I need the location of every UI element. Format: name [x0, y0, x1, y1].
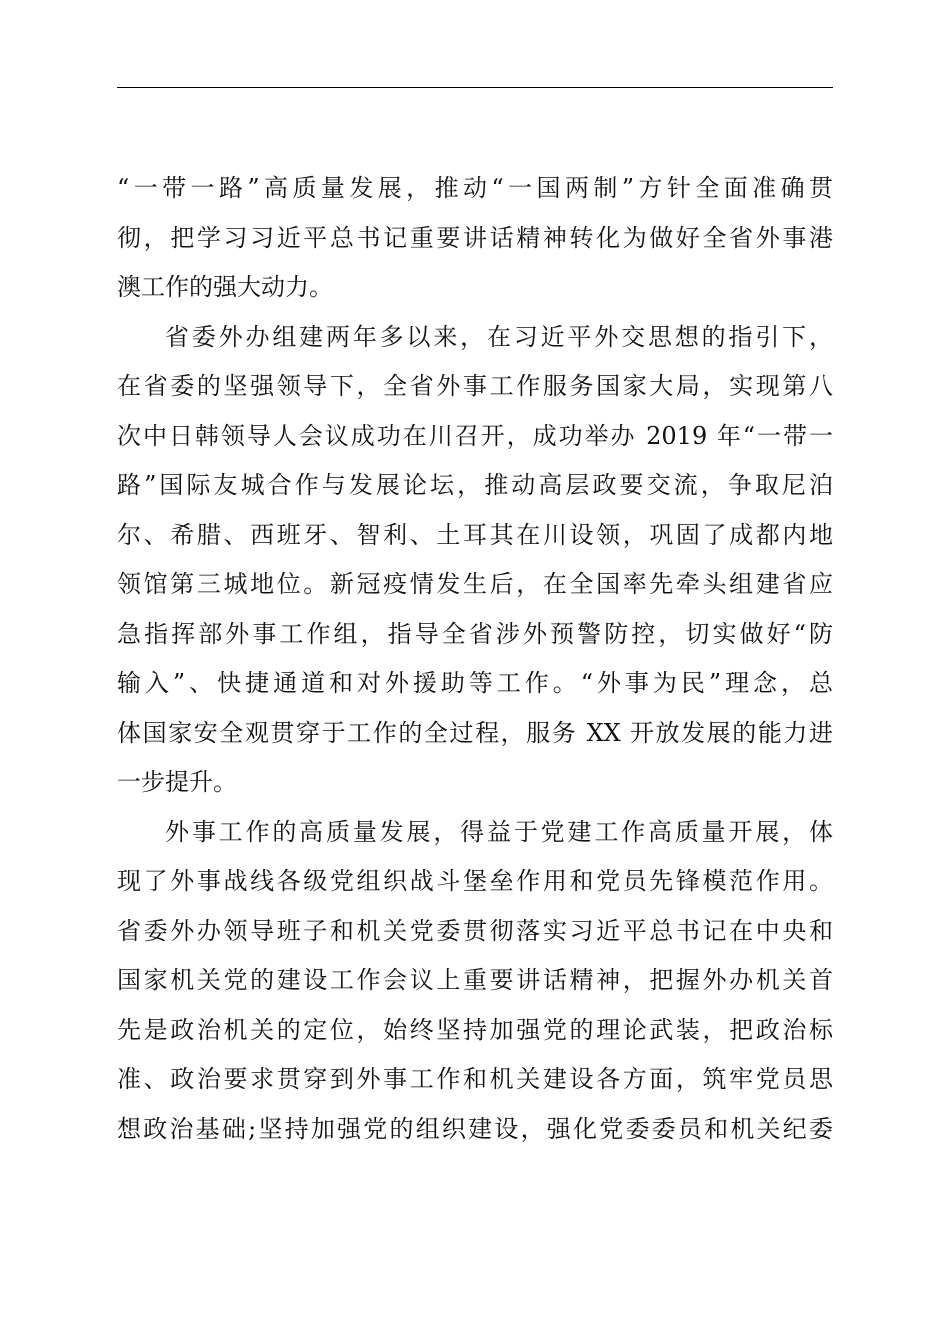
text-line: 输入”、快捷通道和对外援助等工作。“外事为民”理念，总 [117, 669, 833, 697]
text-line: 路”国际友城合作与发展论坛，推动高层政要交流，争取尼泊 [117, 471, 833, 499]
paragraph-1 [117, 164, 833, 313]
text-line: 想政治基础;坚持加强党的组织建设，强化党委委员和机关纪委 [117, 1114, 833, 1143]
text-line: 彻，把学习习近平总书记重要讲话精神转化为做好全省外事港 [117, 223, 833, 252]
text-line: 现了外事战线各级党组织战斗堡垒作用和党员先锋模范作用。 [117, 867, 833, 895]
text-line: 次中日韩领导人会议成功在川召开，成功举办 2019 年“一带一 [117, 421, 833, 450]
text-line: 急指挥部外事工作组，指导全省涉外预警防控，切实做好“防 [117, 619, 833, 648]
paragraph-2 [117, 313, 833, 808]
text-line: 澳工作的强大动力。 [117, 273, 333, 301]
text-line: 准、政治要求贯穿到外事工作和机关建设各方面，筑牢党员思 [117, 1065, 833, 1093]
text-line: 领馆第三城地位。新冠疫情发生后，在全国率先牵头组建省应 [117, 570, 833, 598]
text-line: 外事工作的高质量发展，得益于党建工作高质量开展，体 [165, 817, 833, 846]
text-line: 国家机关党的建设工作会议上重要讲话精神，把握外办机关首 [117, 966, 833, 994]
paragraph-3 [117, 808, 833, 1155]
text-line: 体国家安全观贯穿于工作的全过程，服务 XX 开放发展的能力进 [117, 718, 833, 747]
text-line: 尔、希腊、西班牙、智利、土耳其在川设领，巩固了成都内地 [117, 520, 833, 549]
text-line: “一带一路”高质量发展，推动“一国两制”方针全面准确贯 [117, 174, 833, 202]
text-line: 先是政治机关的定位，始终坚持加强党的理论武装，把政治标 [117, 1015, 833, 1044]
text-line: 在省委的坚强领导下，全省外事工作服务国家大局，实现第八 [117, 372, 833, 400]
header-rule [117, 87, 833, 88]
text-line: 省委外办组建两年多以来，在习近平外交思想的指引下， [165, 322, 833, 351]
text-line: 一步提升。 [117, 768, 237, 796]
document-body [117, 164, 833, 1154]
text-line: 省委外办领导班子和机关党委贯彻落实习近平总书记在中央和 [117, 916, 833, 945]
